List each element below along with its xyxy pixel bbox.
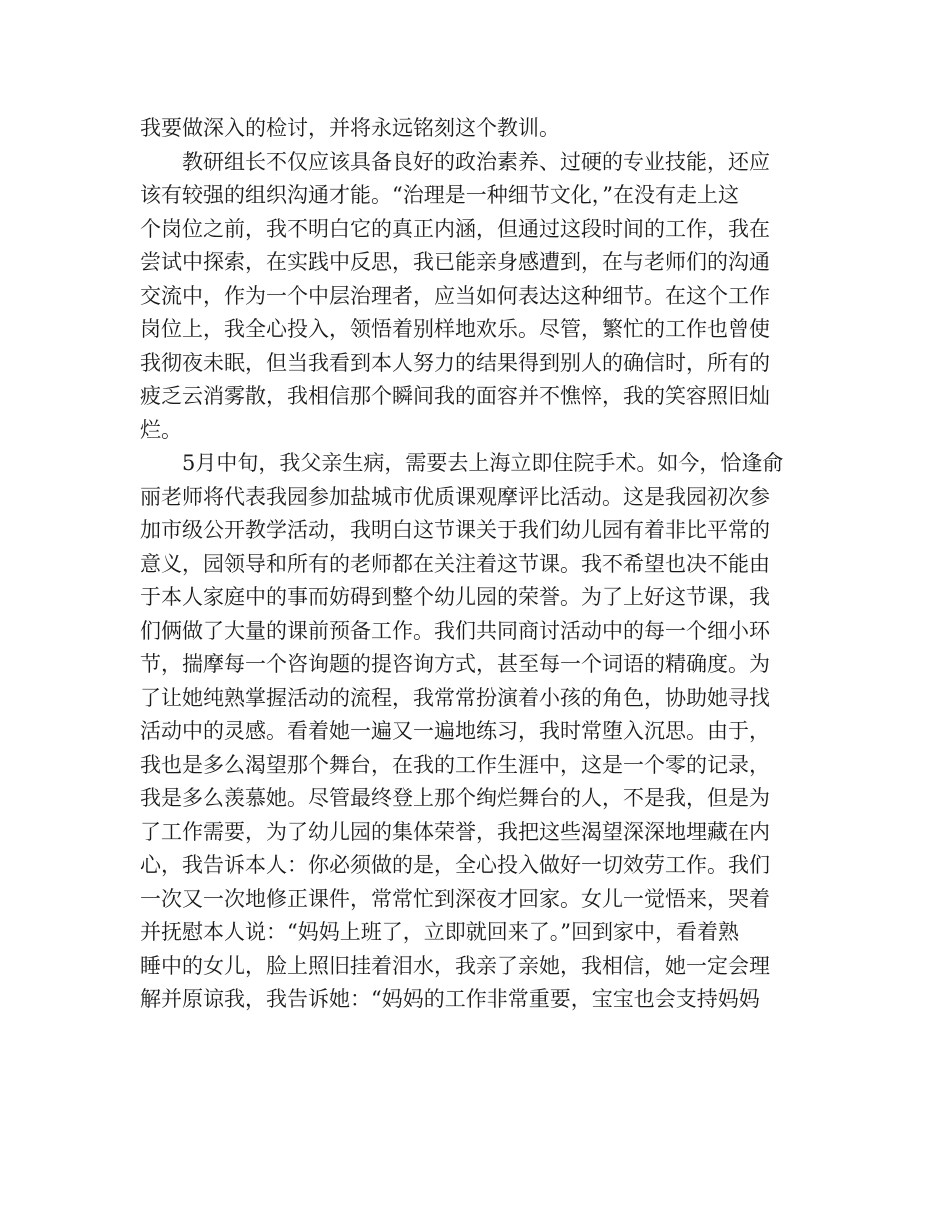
text-line: 我也是多么渴望那个舞台，在我的工作生涯中，这是一个零的记录， [140, 752, 770, 777]
text-line: 睡中的女儿，脸上照旧挂着泪水，我亲了亲她，我相信，她一定会理 [140, 953, 770, 978]
text-line: 个岗位之前，我不明白它的真正内涵，但通过这段时间的工作，我在 [140, 216, 770, 241]
text-line: 了工作需要，为了幼儿园的集体荣誉，我把这些渴望深深地埋藏在内 [140, 819, 770, 844]
text-line: 意义，园领导和所有的老师都在关注着这节课。我不希望也决不能由 [140, 551, 770, 576]
text-line: 于本人家庭中的事而妨碍到整个幼儿园的荣誉。为了上好这节课，我 [140, 585, 770, 609]
text-line: 活动中的灵感。看着她一遍又一遍地练习，我时常堕入沉思。由于， [140, 719, 770, 743]
text-line: 并抚慰本人说：“妈妈上班了，立即就回来了。”回到家中，看着熟 [140, 920, 739, 944]
text-line: 解并原谅我，我告诉她：“妈妈的工作非常重要，宝宝也会支持妈妈 [140, 987, 760, 1011]
text-line: 该有较强的组织沟通才能。“治理是一种细节文化，”在没有走上这 [140, 183, 739, 207]
paragraph-3 [140, 447, 810, 1017]
text-line: 疲乏云消雾散，我相信那个瞬间我的面容并不憔悴，我的笑容照旧灿 [140, 384, 770, 408]
text-line: 一次又一次地修正课件，常常忙到深夜才回家。女儿一觉悟来，哭着 [140, 886, 770, 911]
text-line: 我要做深入的检讨，并将永远铭刻这个教训。 [140, 116, 560, 140]
paragraph-2 [140, 146, 810, 448]
text-line: 5月中旬，我父亲生病，需要去上海立即住院手术。如今，恰逢俞 [182, 451, 784, 475]
paragraph-1 [140, 112, 810, 146]
text-line: 我是多么羡慕她。尽管最终登上那个绚烂舞台的人，不是我，但是为 [140, 786, 770, 810]
text-line: 了让她纯熟掌握活动的流程，我常常扮演着小孩的角色，协助她寻找 [140, 685, 770, 710]
text-line: 心，我告诉本人：你必须做的是，全心投入做好一切效劳工作。我们 [140, 853, 770, 877]
text-line: 丽老师将代表我园参加盐城市优质课观摩评比活动。这是我园初次参 [140, 484, 770, 509]
text-line: 加市级公开教学活动，我明白这节课关于我们幼儿园有着非比平常的 [140, 518, 770, 542]
text-line: 烂。 [140, 417, 182, 442]
document-body [140, 112, 810, 1017]
text-line: 岗位上，我全心投入，领悟着别样地欢乐。尽管，繁忙的工作也曾使 [140, 317, 770, 341]
text-line: 尝试中探索，在实践中反思，我已能亲身感遭到，在与老师们的沟通 [140, 250, 770, 274]
text-line: 教研组长不仅应该具备良好的政治素养、过硬的专业技能，还应 [182, 149, 770, 174]
text-line: 们俩做了大量的课前预备工作。我们共同商讨活动中的每一个细小环 [140, 618, 770, 643]
text-line: 节，揣摩每一个咨询题的提咨询方式，甚至每一个词语的精确度。为 [140, 652, 770, 676]
text-line: 交流中，作为一个中层治理者，应当如何表达这种细节。在这个工作 [140, 283, 770, 308]
text-line: 我彻夜未眠，但当我看到本人努力的结果得到别人的确信时，所有的 [140, 350, 770, 375]
